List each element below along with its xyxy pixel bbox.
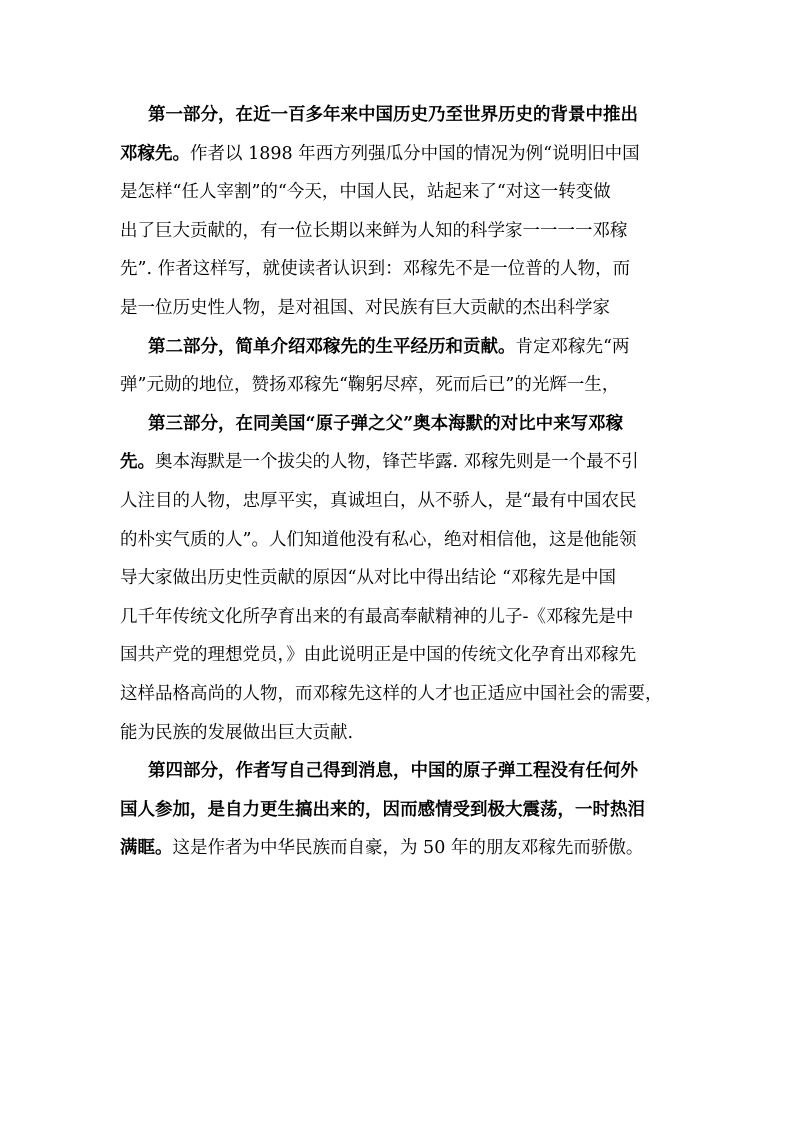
text-run: 的朴实气质的人”。人们知道他没有私心，绝对相信他，这是他能领 [120,529,637,550]
text-line [120,366,680,405]
paragraph-2 [120,328,680,405]
text-line [120,212,680,251]
text-run: 这样品格高尚的人物，而邓稼先这样的人才也正适应中国社会的需要， [120,683,663,704]
text-run: 导大家做出历史性贡献的原因“从对比中得出结论 “邓稼先是中国 [120,568,616,589]
text-line [120,791,680,830]
text-run: 能为民族的发展做出巨大贡献. [120,722,354,743]
text-line [120,482,680,521]
text-line [120,405,680,444]
paragraph-3 [120,405,680,752]
text-line [120,675,680,714]
text-run: 是怎样“任人宰割”的“今天，中国人民，站起来了“对这一转变做 [120,182,611,203]
text-line [120,752,680,791]
text-line [120,598,680,637]
bold-text-run: 满眶。 [120,838,173,859]
text-run: 这是作者为中华民族而自豪，为 50 年的朋友邓稼先而骄傲。 [172,838,644,859]
text-line [120,521,680,560]
text-run: 国共产党的理想党员，》由此说明正是中国的传统文化孕育出邓稼先 [120,645,637,666]
text-run: 肯定邓稼先“两 [515,336,630,357]
paragraph-4 [120,752,680,868]
text-run: 出了巨大贡献的，有一位长期以来鲜为人知的科学家一一一一邓稼 [120,220,628,241]
text-run: 奥本海默是一个拔尖的人物，锋芒毕露. 邓稼先则是一个最不引 [155,452,639,473]
text-run: 先”. 作者这样写，就使读者认识到：邓稼先不是一位普的人物，而 [120,259,631,280]
bold-text-run: 第二部分，简单介绍邓稼先的生平经历和贡献。 [148,336,516,357]
text-run: 几千年传统文化所孕育出来的有最高奉献精神的儿子-《邓稼先是中 [120,606,634,627]
text-line [120,714,680,753]
text-run: 是一位历史性人物，是对祖国、对民族有巨大贡献的杰出科学家 [120,297,610,318]
text-line [120,135,680,174]
text-line [120,328,680,367]
bold-text-run: 国人参加，是自力更生搞出来的，因而感情受到极大震荡，一时热泪 [120,799,645,820]
bold-text-run: 先。 [120,452,155,473]
text-run: 作者以 1898 年西方列强瓜分中国的情况为例“说明旧中国 [190,143,640,164]
text-line [120,173,680,212]
text-line [120,250,680,289]
document-page [120,96,680,868]
text-line [120,96,680,135]
text-line [120,559,680,598]
paragraph-1 [120,96,680,328]
bold-text-run: 第四部分，作者写自己得到消息，中国的原子弹工程没有任何外 [148,761,638,782]
text-run: 人注目的人物，忠厚平实，真诚坦白，从不骄人，是“最有中国农民 [120,490,637,511]
bold-text-run: 第一部分，在近一百多年来中国历史乃至世界历史的背景中推出 [148,105,638,125]
text-line [120,289,680,328]
text-line [120,443,680,482]
bold-text-run: 邓稼先。 [120,143,190,164]
bold-text-run: 第三部分，在同美国“原子弹之父”奥本海默的对比中来写邓稼 [148,413,624,434]
text-run: 弹”元勋的地位，赞扬邓稼先“鞠躬尽瘁，死而后已”的光辉一生， [120,375,620,396]
text-line [120,636,680,675]
text-line [120,829,680,868]
